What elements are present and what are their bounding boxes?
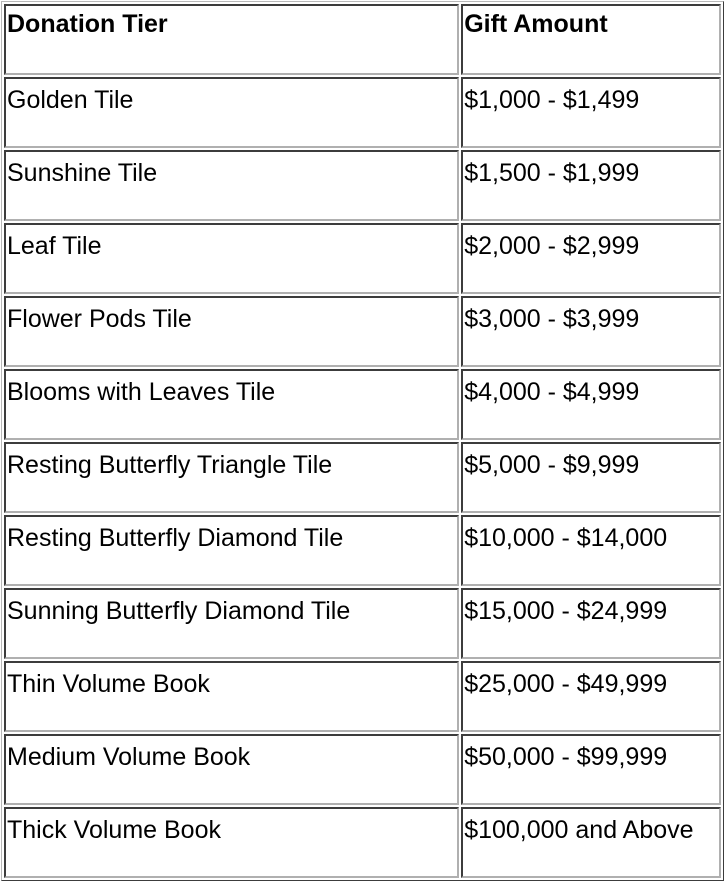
table-row [4, 223, 721, 294]
gift-amount-cell: $10,000 - $14,000 [461, 515, 721, 586]
tier-name-cell: Leaf Tile [4, 223, 459, 294]
table-row [4, 807, 721, 878]
gift-amount-cell: $25,000 - $49,999 [461, 661, 721, 732]
tier-name-cell: Flower Pods Tile [4, 296, 459, 367]
table-row [4, 77, 721, 148]
gift-amount-cell: $15,000 - $24,999 [461, 588, 721, 659]
tier-name-cell: Golden Tile [4, 77, 459, 148]
table-row [4, 734, 721, 805]
gift-amount-cell: $3,000 - $3,999 [461, 296, 721, 367]
gift-amount-cell: $50,000 - $99,999 [461, 734, 721, 805]
table-row [4, 442, 721, 513]
tier-name-cell: Resting Butterfly Diamond Tile [4, 515, 459, 586]
tier-name-cell: Sunning Butterfly Diamond Tile [4, 588, 459, 659]
gift-amount-cell: $100,000 and Above [461, 807, 721, 878]
tier-name-cell: Sunshine Tile [4, 150, 459, 221]
table-row [4, 296, 721, 367]
tier-name-cell: Thick Volume Book [4, 807, 459, 878]
table-row [4, 369, 721, 440]
header-donation-tier: Donation Tier [4, 4, 459, 75]
gift-amount-cell: $1,000 - $1,499 [461, 77, 721, 148]
gift-amount-cell: $2,000 - $2,999 [461, 223, 721, 294]
header-gift-amount: Gift Amount [461, 4, 721, 75]
gift-amount-cell: $5,000 - $9,999 [461, 442, 721, 513]
gift-amount-cell: $1,500 - $1,999 [461, 150, 721, 221]
tier-name-cell: Medium Volume Book [4, 734, 459, 805]
table-row [4, 150, 721, 221]
tier-name-cell: Blooms with Leaves Tile [4, 369, 459, 440]
gift-amount-cell: $4,000 - $4,999 [461, 369, 721, 440]
table-header-row [4, 4, 721, 75]
tier-name-cell: Thin Volume Book [4, 661, 459, 732]
table-row [4, 588, 721, 659]
tier-name-cell: Resting Butterfly Triangle Tile [4, 442, 459, 513]
donation-tier-table [1, 1, 724, 881]
table-row [4, 661, 721, 732]
table-row [4, 515, 721, 586]
